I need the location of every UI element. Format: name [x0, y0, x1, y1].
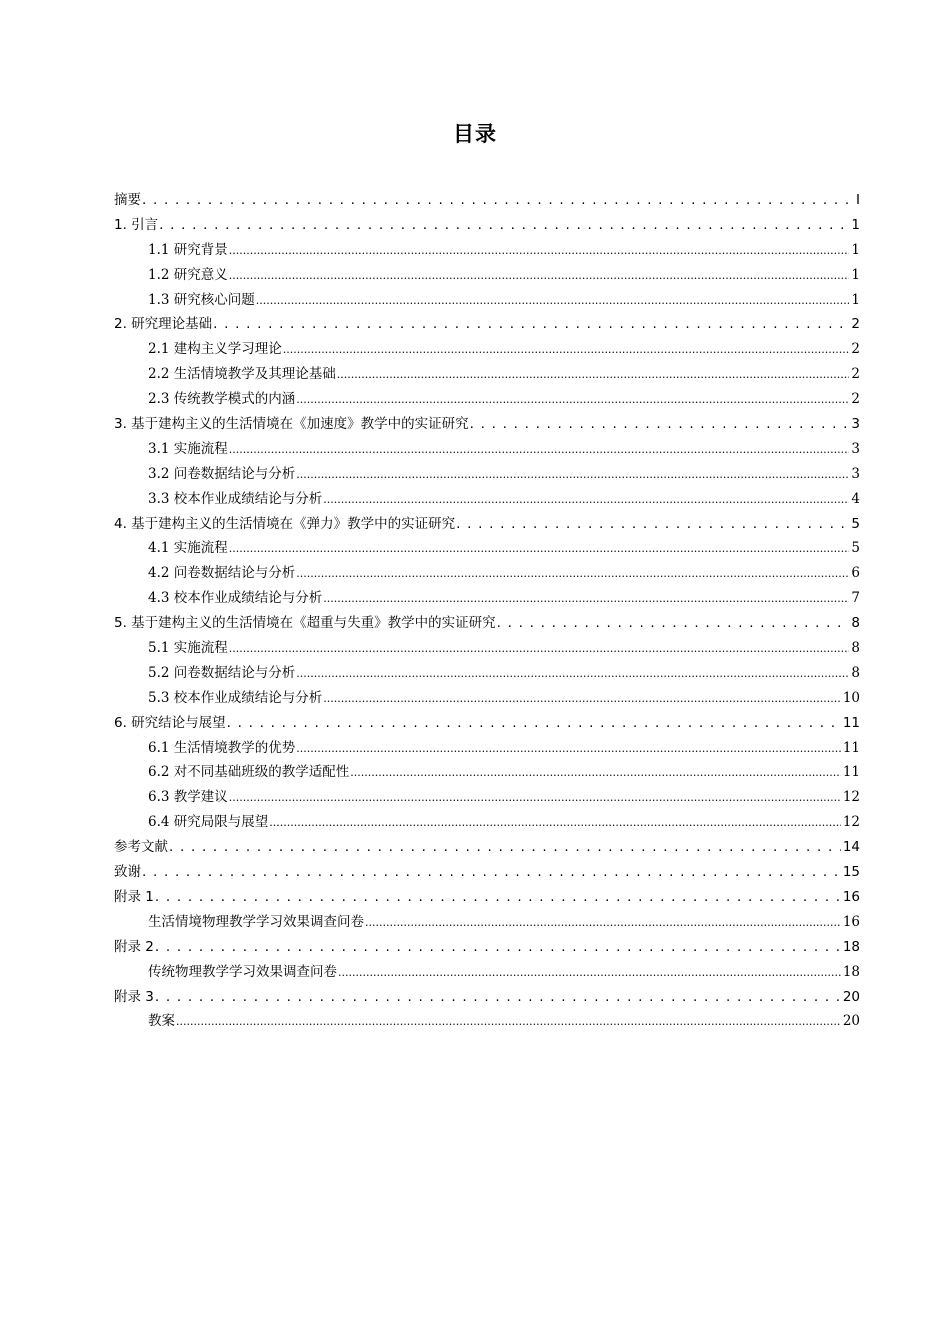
toc-entry-chapter[interactable] — [114, 885, 860, 910]
toc-dot-leader — [229, 636, 850, 662]
toc-entry-chapter[interactable] — [114, 213, 860, 238]
toc-entry-chapter[interactable] — [114, 512, 860, 537]
toc-entry-label: 5.2 问卷数据结论与分析 — [148, 664, 296, 681]
toc-page-number: 3 — [851, 440, 860, 457]
toc-dot-leader — [229, 536, 850, 562]
toc-entry-chapter[interactable] — [114, 611, 860, 636]
toc-entry-label: 5.3 校本作业成绩结论与分析 — [148, 689, 323, 706]
toc-page-number: 11 — [842, 764, 860, 781]
toc-entry-section[interactable] — [114, 960, 860, 985]
toc-page-number: I — [856, 192, 860, 208]
toc-page-number: 16 — [842, 888, 860, 905]
toc-dot-leader — [229, 263, 850, 289]
toc-entry-label: 传统物理教学学习效果调查问卷 — [148, 963, 337, 980]
toc-dot-leader — [155, 935, 841, 960]
toc-page-number: 12 — [842, 789, 860, 806]
toc-entry-section[interactable] — [114, 288, 860, 313]
toc-entry-section[interactable] — [114, 337, 860, 362]
toc-entry-chapter[interactable] — [114, 835, 860, 860]
toc-entry-chapter[interactable] — [114, 711, 860, 736]
toc-entry-label: 2.2 生活情境教学及其理论基础 — [148, 366, 336, 383]
toc-page-number: 6 — [851, 565, 860, 582]
toc-page-number: 8 — [851, 664, 860, 681]
toc-entry-label: 教案 — [148, 1013, 175, 1030]
toc-dot-leader — [337, 362, 850, 388]
toc-entry-label: 参考文献 — [114, 839, 168, 856]
toc-page-number: 10 — [842, 689, 860, 706]
toc-page-number: 8 — [851, 615, 860, 632]
toc-dot-leader — [350, 760, 841, 786]
toc-dot-leader — [470, 412, 850, 437]
toc-entry-label: 1. 引言 — [114, 216, 159, 233]
toc-page-number: 2 — [851, 391, 860, 408]
toc-dot-leader — [142, 188, 854, 213]
toc-entry-label: 摘要 — [114, 192, 141, 208]
toc-entry-label: 6. 研究结论与展望 — [114, 714, 226, 731]
toc-dot-leader — [296, 561, 849, 587]
toc-page-number: 1 — [851, 241, 860, 258]
toc-page-number: 5 — [851, 515, 860, 532]
toc-dot-leader — [176, 1009, 841, 1035]
toc-entry-label: 6.2 对不同基础班级的教学适配性 — [148, 764, 350, 781]
toc-entry-label: 5.1 实施流程 — [148, 640, 228, 657]
toc-page-number: 15 — [842, 864, 860, 881]
toc-dot-leader — [159, 213, 849, 238]
toc-page-number: 1 — [851, 216, 860, 233]
toc-entry-label: 3.2 问卷数据结论与分析 — [148, 465, 296, 482]
toc-dot-leader — [269, 810, 841, 836]
toc-page-number: 3 — [851, 416, 860, 433]
toc-dot-leader — [296, 661, 849, 687]
toc-entry-chapter[interactable] — [114, 985, 860, 1010]
toc-page-number: 3 — [851, 465, 860, 482]
toc-dot-leader — [296, 387, 849, 413]
toc-entry-section[interactable] — [114, 462, 860, 487]
toc-page-number: 1 — [851, 291, 860, 308]
toc-page-number: 2 — [851, 341, 860, 358]
toc-dot-leader — [338, 960, 841, 986]
toc-entry-label: 4. 基于建构主义的生活情境在《弹力》教学中的实证研究 — [114, 515, 456, 532]
toc-entry-label: 2.3 传统教学模式的内涵 — [148, 391, 296, 408]
toc-entry-section[interactable] — [114, 487, 860, 512]
toc-entry-section[interactable] — [114, 536, 860, 561]
toc-entry-chapter[interactable] — [114, 412, 860, 437]
toc-dot-leader — [456, 512, 849, 537]
toc-page-number: 14 — [842, 839, 860, 856]
toc-dot-leader — [213, 312, 849, 337]
toc-entry-section[interactable] — [114, 586, 860, 611]
toc-page-number: 18 — [842, 963, 860, 980]
toc-entry-label: 3.3 校本作业成绩结论与分析 — [148, 490, 323, 507]
toc-page-number: 2 — [851, 366, 860, 383]
toc-entry-label: 附录 1 — [114, 888, 154, 905]
toc-entry-label: 6.3 教学建议 — [148, 789, 228, 806]
toc-entry-section[interactable] — [114, 1009, 860, 1034]
toc-page-number: 20 — [842, 988, 860, 1005]
toc-entry-section[interactable] — [114, 661, 860, 686]
toc-entry-section[interactable] — [114, 810, 860, 835]
toc-entry-label: 1.3 研究核心问题 — [148, 291, 255, 308]
toc-entry-label: 3. 基于建构主义的生活情境在《加速度》教学中的实证研究 — [114, 416, 469, 433]
toc-dot-leader — [323, 487, 849, 513]
toc-page-number: 16 — [842, 913, 860, 930]
toc-dot-leader — [296, 736, 841, 762]
toc-page-number: 1 — [851, 266, 860, 283]
toc-page-number: 8 — [851, 640, 860, 657]
toc-dot-leader — [296, 462, 849, 488]
toc-entry-section[interactable] — [114, 238, 860, 263]
toc-page-number: 7 — [851, 590, 860, 607]
toc-dot-leader — [323, 686, 841, 712]
toc-dot-leader — [169, 835, 841, 860]
toc-dot-leader — [365, 910, 841, 936]
toc-dot-leader — [229, 238, 850, 264]
toc-entry-section[interactable] — [114, 561, 860, 586]
toc-entry-label: 1.2 研究意义 — [148, 266, 228, 283]
toc-page-number: 4 — [851, 490, 860, 507]
toc-entry-section[interactable] — [114, 362, 860, 387]
toc-dot-leader — [256, 288, 850, 314]
toc-page-number: 5 — [851, 540, 860, 557]
toc-dot-leader — [155, 885, 841, 910]
toc-entry-label: 附录 3 — [114, 988, 154, 1005]
toc-entry-section[interactable] — [114, 686, 860, 711]
toc-page-number: 2 — [851, 316, 860, 333]
toc-dot-leader — [227, 711, 841, 736]
toc-entry-chapter[interactable] — [114, 860, 860, 885]
toc-entry-chapter[interactable] — [114, 935, 860, 960]
toc-page-number: 12 — [842, 814, 860, 831]
toc-dot-leader — [155, 985, 841, 1010]
page-title: 目录 — [453, 122, 497, 146]
toc-entry-section[interactable] — [114, 760, 860, 785]
toc-dot-leader — [229, 785, 841, 811]
toc-dot-leader — [497, 611, 850, 636]
toc-entry-chapter[interactable] — [114, 312, 860, 337]
toc-page-number: 18 — [842, 938, 860, 955]
toc-entry-section[interactable] — [114, 636, 860, 661]
toc-entry-chapter[interactable] — [114, 188, 860, 213]
toc-entry-section[interactable] — [114, 437, 860, 462]
toc-entry-label: 6.4 研究局限与展望 — [148, 814, 269, 831]
table-of-contents — [114, 188, 860, 1034]
toc-entry-section[interactable] — [114, 263, 860, 288]
toc-dot-leader — [142, 860, 841, 885]
toc-entry-label: 6.1 生活情境教学的优势 — [148, 739, 296, 756]
toc-dot-leader — [323, 586, 849, 612]
toc-entry-section[interactable] — [114, 785, 860, 810]
toc-page-number: 11 — [842, 714, 860, 731]
toc-entry-label: 生活情境物理教学学习效果调查问卷 — [148, 913, 364, 930]
toc-entry-label: 2.1 建构主义学习理论 — [148, 341, 282, 358]
toc-entry-label: 致谢 — [114, 864, 141, 881]
toc-entry-section[interactable] — [114, 910, 860, 935]
toc-page-number: 11 — [842, 739, 860, 756]
toc-dot-leader — [283, 337, 850, 363]
toc-entry-label: 1.1 研究背景 — [148, 241, 228, 258]
toc-entry-label: 3.1 实施流程 — [148, 440, 228, 457]
toc-entry-label: 2. 研究理论基础 — [114, 316, 213, 333]
toc-entry-section[interactable] — [114, 387, 860, 412]
toc-entry-label: 4.2 问卷数据结论与分析 — [148, 565, 296, 582]
toc-entry-label: 附录 2 — [114, 938, 154, 955]
toc-entry-label: 5. 基于建构主义的生活情境在《超重与失重》教学中的实证研究 — [114, 615, 496, 632]
toc-entry-section[interactable] — [114, 736, 860, 761]
toc-entry-label: 4.3 校本作业成绩结论与分析 — [148, 590, 323, 607]
toc-dot-leader — [229, 437, 850, 463]
toc-page-number: 20 — [842, 1013, 860, 1030]
toc-entry-label: 4.1 实施流程 — [148, 540, 228, 557]
